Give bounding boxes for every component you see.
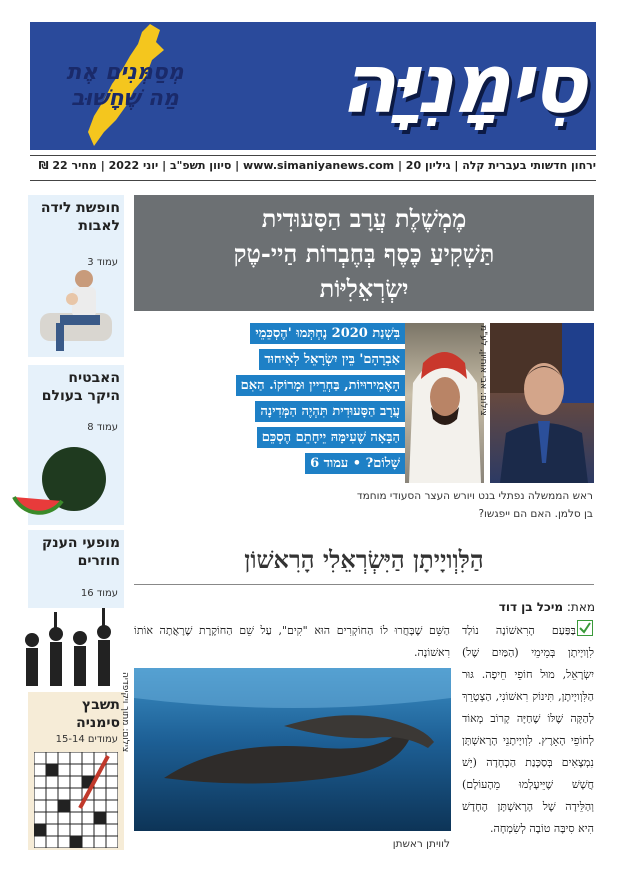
article-right-column: בַּפַּעַם הָרִאשׁוֹנָה נוֹלַד לִוְויָיתָן בְּמֵימֵי (הַמַּיִם שֶׁל) יִשְׂרָאֵל, מוּל חוֹפֵי חֵיפָה. גּוּר הַלִּוְויָיתָן, תִּינוֹק רִאשׁוֹנִי, הַצְטָרֵךְ לְהַקָּה שֶׁלּוֹ שֶׁחַיָּה קָרוֹב מְאוֹד לְחוֹפֵי הָאָרֶץ. לִוְויָיתָנֵי הָרָאשְׁתָּן נִמְצָאִים בְּסַכָּנַת הַכְחָדָה (יֵשׁ חֲשָׁשׁ שֶׁיֵּיעָלְמוּ מֵהָעוֹלָם) וְהַלֵּידָה שֶׁל הָרָאשְׁתָּן הֶחָדָשׁ הִיא סִיבָּה טוֹבָה לְשִׂמְחָה. (462, 624, 594, 835)
whale-photo (120, 668, 451, 831)
teaser-title: חופשת לידה לאבות (40, 200, 120, 234)
teaser-title: תשבץ סימניה (76, 697, 120, 731)
tagline-line-2: מַה שֶּׁחָשׁוּב (71, 86, 179, 111)
headline-line-3: יִשְׂרְאֵלִיּוֹת (319, 274, 409, 303)
lead-line-4: עֲרָב הַסָּעוּדִית תִּהְיֶה הַמְּדִינָה (255, 401, 405, 422)
lead-line-5: הַבָּאָה שֶׁעִימָּהּ יֵיחָתֵם הֶסְכֵּם (257, 427, 405, 448)
sidebar-teaser-watermelon[interactable] (28, 365, 124, 525)
byline-name: מיכל בן דוד (498, 600, 564, 614)
teaser-title: האבטיח היקר בעולם (41, 370, 120, 404)
byline-label: מאת: (566, 600, 595, 614)
lead-page-ref: • עמוד 6 (310, 456, 362, 471)
teaser-title: מופעי הענק חוזרים (41, 535, 120, 569)
teaser-page: עמוד 16 (80, 588, 118, 599)
lead-line-1: בִּשְׁנַת 2020 נֶחְתְּמוּ 'הֶסְכֵּמֵי (250, 323, 405, 344)
article-left-column: הַשֵּׁם שֶׁבָּחֲרוּ לוֹ הַחוֹקְרִים הוּא "קִים", עַל שֵׁם הַחוֹקֶרֶת שֶׁרָאֲתָה אוֹתוֹ רִאשׁוֹנָה. (134, 624, 450, 659)
main-headline-box[interactable] (134, 195, 594, 311)
issue-info-bar (30, 155, 596, 181)
saudi-prince-photo (405, 323, 484, 483)
article-title: הַלִּוְויָיתָן הַיִּשְׂרְאֵלִי הָרִאשׁוֹן (244, 545, 484, 574)
headline-line-2: תַּשְׁקִיעַ כֶּסֶף בְּחֶבְרוֹת הַיי-טֶק (233, 239, 495, 268)
crowd-illustration-icon (18, 606, 128, 686)
whale-photo-credit: צילום: מתוך ויקיפדיה (120, 672, 130, 753)
crossword-grid-icon (34, 752, 118, 848)
lead-last-line[interactable] (305, 453, 405, 474)
main-headline (134, 201, 594, 306)
lead-line-2: אַבְרָהָם' בֵּין יִשְׂרָאֵל לְאִיחוּד (259, 349, 405, 370)
sidebar-teaser-shows[interactable] (28, 530, 124, 690)
lead-last-text: שָׁלוֹם? (365, 456, 400, 471)
lead-line-3: הָאֶמִירוּיוֹת, בַּחְרֵיין וּמָרוֹקוֹ. הַאִם (236, 375, 405, 396)
whale-caption: לוויתן ראשתן (392, 838, 450, 850)
article-byline (410, 600, 595, 614)
headline-line-1: מֶמְשֶׁלֶת עֲרָב הַסָּעוּדִית (261, 204, 467, 233)
teaser-page: עמוד 8 (87, 422, 118, 433)
watermelon-icon (12, 443, 122, 523)
tagline-line-1: מְסַמְּנִים אֶת (66, 60, 184, 85)
issue-info-text: ירחון חדשותי בעברית קלה | גיליון 20 | www.simaniyanews.com | סיוון תשפ"ב | יוני 2022 | מחיר 22 ₪ (38, 159, 596, 172)
teaser-page: עמודים 15-14 (55, 734, 118, 745)
teaser-page: עמוד 3 (87, 257, 118, 268)
masthead-tagline (60, 60, 190, 112)
article-divider (134, 584, 594, 585)
newspaper-logo: סִימָנִיָּה (340, 37, 585, 132)
sidebar-teaser-paternity[interactable] (28, 195, 124, 357)
sidebar-teaser-crossword[interactable] (28, 692, 124, 850)
father-baby-illustration-icon (32, 265, 120, 355)
photo-credit: צילום: אבי אוחיון, לע"מ (478, 325, 488, 416)
bennett-photo (478, 323, 594, 483)
photo-caption: ראש הממשלה נפתלי בנט ויורש העצר הסעודי מוחמד בן סלמן. האם הם ייפגשו? (356, 490, 593, 520)
